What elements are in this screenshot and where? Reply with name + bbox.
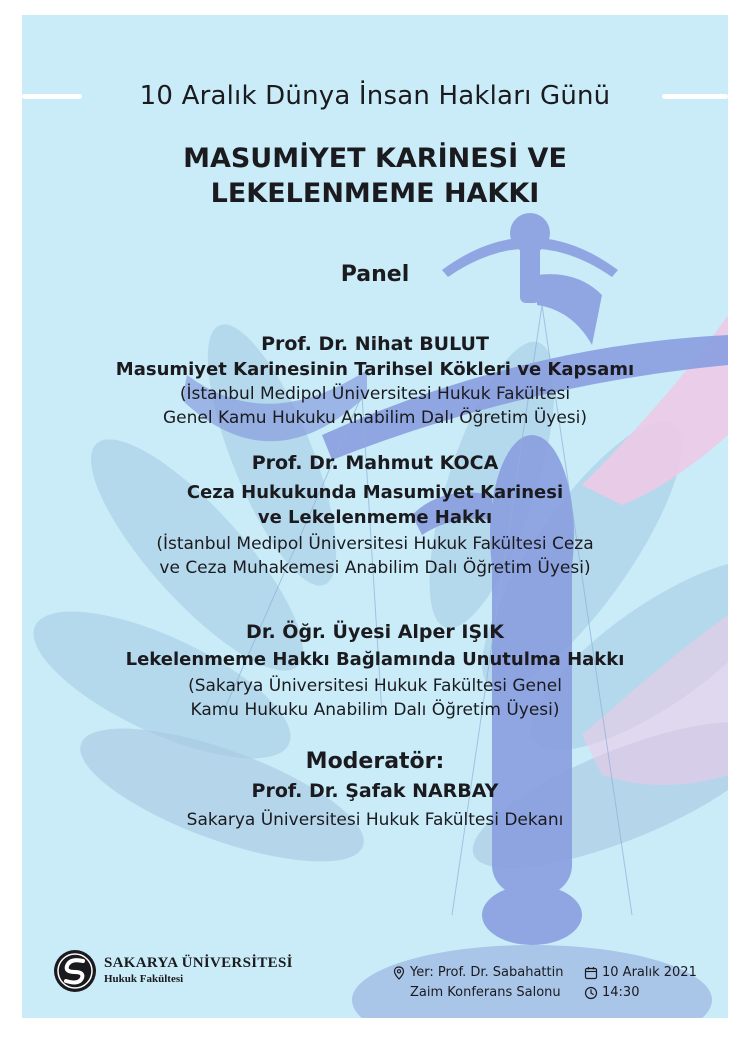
clock-icon <box>584 986 598 1000</box>
main-title <box>22 141 728 211</box>
logo-text <box>104 955 293 985</box>
affiliation-line: (Sakarya Üniversitesi Hukuk Fakültesi Genel <box>188 676 562 696</box>
poster <box>22 15 728 1018</box>
panel-label: Panel <box>340 262 410 287</box>
affiliation-line: Kamu Hukuku Anabilim Dalı Öğretim Üyesi) <box>190 700 560 720</box>
moderator-name: Prof. Dr. Şafak NARBAY <box>251 780 499 802</box>
venue-info <box>392 963 587 1003</box>
main-title-line-2: LEKELENMEME HAKKI <box>210 178 540 209</box>
affiliation-line: Genel Kamu Hukuku Anabilim Dalı Öğretim Üyesi) <box>162 408 588 428</box>
sakarya-logo-icon <box>52 948 98 994</box>
poster-content <box>22 15 728 1018</box>
moderator-affiliation: Sakarya Üniversitesi Hukuk Fakültesi Dekanı <box>186 810 564 830</box>
talk-title: Ceza Hukukunda Masumiyet Karinesi <box>186 482 564 503</box>
faculty-name: Hukuk Fakültesi <box>104 973 184 985</box>
event-date: 10 Aralık 2021 <box>602 965 697 980</box>
main-title-line-1: MASUMİYET KARİNESİ VE <box>183 143 567 174</box>
location-pin-icon <box>392 966 406 980</box>
speaker-block-2 <box>22 450 728 580</box>
talk-title: Lekelenmeme Hakkı Bağlamında Unutulma Hakkı <box>125 649 625 670</box>
event-line: 10 Aralık Dünya İnsan Hakları Günü <box>139 81 611 111</box>
university-logo <box>52 948 312 1008</box>
speaker-block-3 <box>22 619 728 722</box>
speaker-name: Prof. Dr. Nihat BULUT <box>261 333 489 355</box>
moderator-block <box>22 749 728 832</box>
date-time-info <box>584 963 724 1003</box>
event-time: 14:30 <box>602 985 640 1000</box>
talk-title: Masumiyet Karinesinin Tarihsel Kökleri ve Kapsamı <box>115 359 635 380</box>
calendar-icon <box>584 966 598 980</box>
affiliation-line: (İstanbul Medipol Üniversitesi Hukuk Fakültesi Ceza <box>156 534 594 554</box>
venue-line-1: Yer: Prof. Dr. Sabahattin <box>410 965 564 980</box>
speaker-name: Prof. Dr. Mahmut KOCA <box>251 452 499 474</box>
university-name: SAKARYA ÜNİVERSİTESİ <box>104 955 293 971</box>
affiliation-line: (İstanbul Medipol Üniversitesi Hukuk Fakültesi <box>179 384 571 404</box>
speaker-name: Dr. Öğr. Üyesi Alper IŞIK <box>246 621 504 643</box>
talk-title: ve Lekelenmeme Hakkı <box>257 507 493 528</box>
venue-line-2: Zaim Konferans Salonu <box>410 985 561 1000</box>
speaker-block-1 <box>22 331 728 430</box>
affiliation-line: ve Ceza Muhakemesi Anabilim Dalı Öğretim Üyesi) <box>159 558 591 578</box>
moderator-label: Moderatör: <box>305 749 445 774</box>
